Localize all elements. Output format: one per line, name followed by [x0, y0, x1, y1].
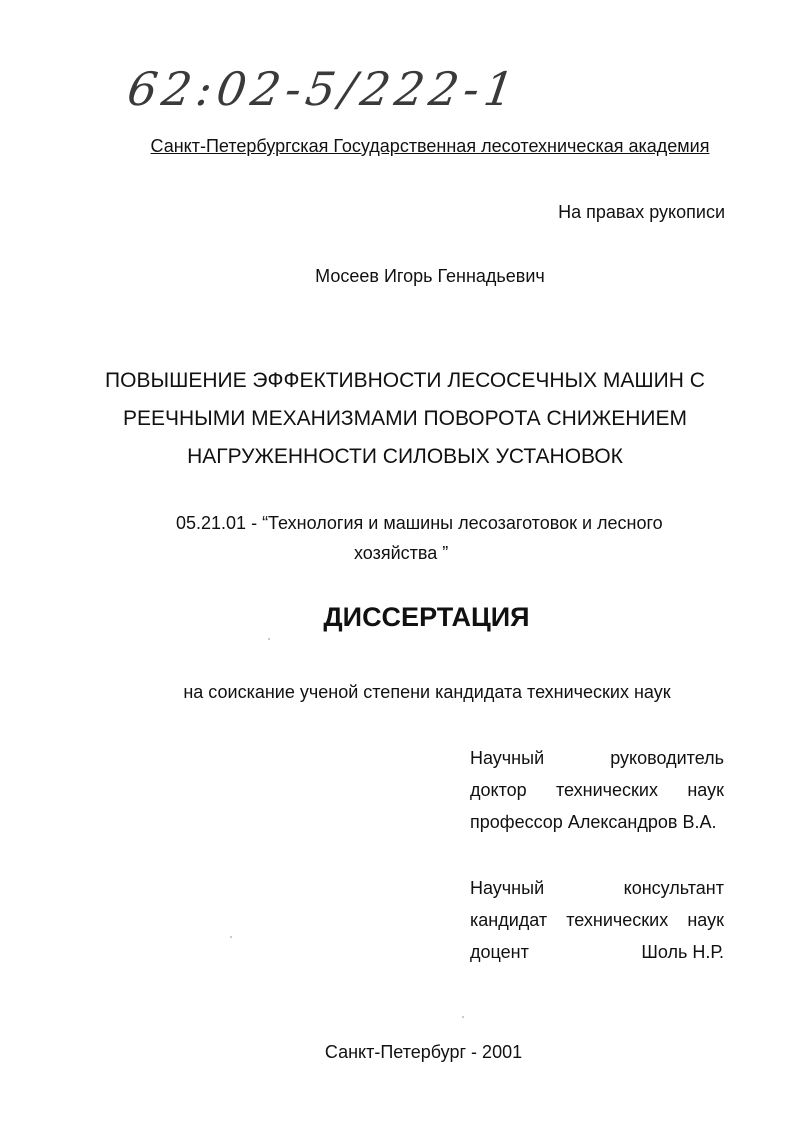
consultant-degree-line [470, 904, 724, 936]
specialty-line-2: хозяйства ” [354, 543, 449, 563]
consultant-role-line [470, 872, 724, 904]
document-type-heading: ДИССЕРТАЦИЯ [323, 602, 530, 632]
title-line: ПОВЫШЕНИЕ ЭФФЕКТИВНОСТИ ЛЕСОСЕЧНЫХ МАШИН С [105, 369, 705, 392]
place-and-year: Санкт-Петербург - 2001 [324, 1042, 523, 1062]
supervisor-degree-word: технических [556, 780, 658, 800]
supervisor-name-line: профессор Александров В.А. [470, 812, 717, 832]
institution-name: Санкт-Петербургская Государственная лесотехническая академия [150, 136, 710, 156]
specialty-line-1: 05.21.01 - “Технология и машины лесозаготовок и лесного [176, 513, 663, 533]
consultant-degree-word: технических [566, 910, 669, 930]
title-line: РЕЕЧНЫМИ МЕХАНИЗМАМИ ПОВОРОТА СНИЖЕНИЕМ [122, 407, 688, 430]
supervisor-degree-word: доктор [470, 780, 527, 800]
degree-statement: на соискание ученой степени кандидата технических наук [183, 682, 671, 702]
consultant-degree-word: кандидат [470, 910, 548, 930]
scientific-consultant-block [470, 872, 724, 968]
scan-speck [230, 936, 232, 938]
supervisor-degree-line [470, 774, 724, 806]
scan-speck [268, 638, 270, 640]
scan-speck [462, 1016, 464, 1018]
consultant-role-word: Научный [470, 878, 545, 898]
supervisor-role-line [470, 742, 724, 774]
manuscript-rights-note: На правах рукописи [558, 202, 725, 222]
consultant-name: Шоль Н.Р. [641, 942, 724, 962]
supervisor-role-word: руководитель [610, 748, 724, 768]
specialty-code [176, 508, 663, 568]
consultant-role-word: консультант [623, 878, 724, 898]
supervisor-degree-word: наук [687, 780, 724, 800]
consultant-name-line [470, 936, 724, 968]
consultant-degree-word: наук [687, 910, 724, 930]
scientific-supervisor-block [470, 742, 724, 838]
dissertation-title [0, 362, 793, 476]
consultant-title-word: доцент [470, 942, 529, 962]
title-line: НАГРУЖЕННОСТИ СИЛОВЫХ УСТАНОВОК [187, 445, 623, 468]
archive-handwritten-mark: 62:02-5/222-1 [124, 62, 523, 116]
author-name: Мосеев Игорь Геннадьевич [315, 266, 545, 286]
supervisor-role-word: Научный [470, 748, 545, 768]
